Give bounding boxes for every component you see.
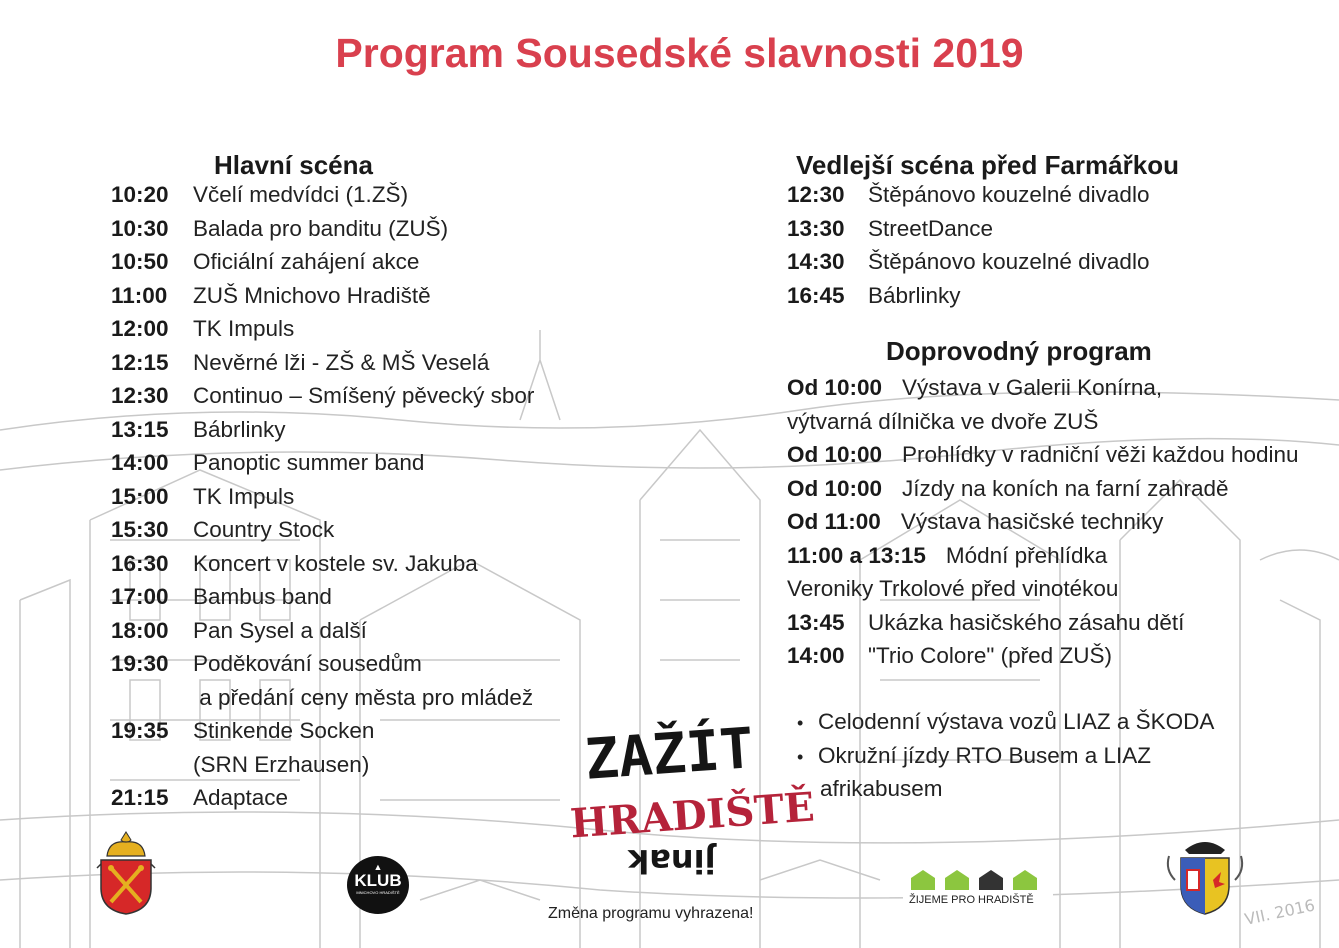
item-time: 14:00 <box>787 643 845 668</box>
item-act: Ukázka hasičského zásahu dětí <box>868 609 1185 635</box>
logo-line-hradiste: HRADIŠTĚ <box>568 783 816 848</box>
list-item <box>797 743 1214 777</box>
item-time: 12:15 <box>111 349 169 375</box>
item-act: Koncert v kostele sv. Jakuba <box>193 550 478 576</box>
list-item <box>111 316 534 350</box>
page-title: Program Sousedské slavnosti 2019 <box>335 30 1024 76</box>
item-act: "Trio Colore" (před ZUŠ) <box>868 643 1112 668</box>
list-item <box>787 476 1299 510</box>
klub-logo <box>347 856 409 914</box>
item-time: Od 11:00 <box>787 509 881 534</box>
list-item <box>787 375 1299 409</box>
list-item <box>111 584 534 618</box>
list-item <box>111 551 534 585</box>
bullet-cont-text: afrikabusem <box>820 776 943 801</box>
houses-icon <box>909 868 1039 892</box>
item-act: Balada pro banditu (ZUŠ) <box>193 215 449 241</box>
bullet-icon: • <box>797 713 804 733</box>
item-time: 15:30 <box>111 517 169 542</box>
list-item <box>111 417 534 451</box>
list-item <box>111 517 534 551</box>
list-item <box>111 718 534 752</box>
item-act: Country Stock <box>193 517 335 542</box>
list-item <box>111 651 534 685</box>
list-item <box>787 249 1149 283</box>
list-item <box>787 442 1299 476</box>
item-act: TK Impuls <box>193 483 295 509</box>
zijeme-logo-text: ŽIJEME PRO HRADIŠTĚ <box>909 894 1034 906</box>
item-cont-text: Veroniky Trkolové před vinotékou <box>787 576 1119 601</box>
item-time: 11:00 <box>111 282 168 308</box>
item-time: 19:35 <box>111 718 169 743</box>
item-act: ZUŠ Mnichovo Hradiště <box>193 282 431 308</box>
item-act: Stinkende Socken <box>193 718 375 743</box>
item-cont-text: a předání ceny města pro mládež <box>193 684 534 710</box>
zazit-hradiste-logo-line3 <box>628 842 716 880</box>
list-item <box>111 182 534 216</box>
list-item <box>787 283 1149 317</box>
program-change-note: Změna programu vyhrazena! <box>548 905 754 922</box>
logo-line-zazit: ZAŽÍT <box>582 716 756 793</box>
main-stage-list <box>111 182 534 819</box>
item-time: Od 10:00 <box>787 375 883 400</box>
item-time: 17:00 <box>111 584 169 609</box>
item-time: 12:00 <box>111 316 169 341</box>
item-act: Panoptic summer band <box>193 450 425 475</box>
item-act: Módní přehlídka <box>945 542 1108 568</box>
side-stage-heading: Vedlejší scéna před Farmářkou <box>796 150 1179 180</box>
klub-logo-text: KLUB <box>354 871 402 890</box>
item-time: 10:20 <box>111 182 169 207</box>
item-continuation <box>787 576 1299 610</box>
item-time: 14:00 <box>111 450 169 475</box>
item-act: Pan Sysel a další <box>193 617 367 643</box>
item-time: 15:00 <box>111 483 169 509</box>
item-act: Výstava hasičské techniky <box>900 509 1164 534</box>
item-time: 16:30 <box>111 550 169 576</box>
list-item <box>111 484 534 518</box>
item-act: StreetDance <box>868 215 994 241</box>
item-act: Nevěrné lži - ZŠ & MŠ Veselá <box>193 349 490 375</box>
item-time: 13:30 <box>787 215 845 241</box>
bullet-icon: • <box>797 746 804 767</box>
item-time: 10:30 <box>111 215 169 241</box>
item-continuation <box>111 752 534 786</box>
list-item <box>111 618 534 652</box>
item-act: Štěpánovo kouzelné divadlo <box>868 182 1150 207</box>
item-time: 12:30 <box>787 182 845 207</box>
list-item <box>787 643 1299 677</box>
item-act: Bábrlinky <box>193 416 286 442</box>
bullet-text: Celodenní výstava vozů LIAZ a ŠKODA <box>818 709 1215 734</box>
accompanying-list <box>787 375 1299 677</box>
list-item <box>787 543 1299 577</box>
item-act: Výstava v Galerii Konírna, <box>902 375 1163 400</box>
item-time: Od 10:00 <box>787 475 883 501</box>
klub-logo-subtext: MNICHOVO HRADIŠTĚ <box>356 890 400 895</box>
item-act: Prohlídky v radniční věži každou hodinu <box>902 442 1299 467</box>
list-item <box>787 182 1149 216</box>
item-time: 11:00 a 13:15 <box>787 542 926 568</box>
item-time: 16:45 <box>787 282 845 308</box>
item-time: 13:15 <box>111 416 169 442</box>
item-time: 21:15 <box>111 785 169 810</box>
item-act: TK Impuls <box>193 316 295 341</box>
parish-coat-of-arms-icon <box>95 830 157 916</box>
item-time: 19:30 <box>111 651 169 676</box>
list-item <box>111 350 534 384</box>
list-item <box>787 216 1149 250</box>
item-cont-text: výtvarná dílnička ve dvoře ZUŠ <box>787 408 1099 434</box>
item-continuation <box>111 685 534 719</box>
list-item <box>787 509 1299 543</box>
side-stage-list <box>787 182 1149 316</box>
item-act: Adaptace <box>193 785 289 810</box>
main-stage-heading: Hlavní scéna <box>214 150 373 180</box>
list-item <box>111 383 534 417</box>
item-act: Jízdy na koních na farní zahradě <box>902 475 1229 501</box>
sketch-signature: VII. 2016 <box>1242 895 1317 929</box>
item-act: Poděkování sousedům <box>193 651 422 676</box>
item-act: Včelí medvídci (1.ZŠ) <box>193 182 409 207</box>
list-item <box>111 216 534 250</box>
list-item <box>797 709 1214 743</box>
extra-program-bullets <box>797 709 1214 810</box>
item-act: Bábrlinky <box>868 282 961 308</box>
item-continuation <box>787 409 1299 443</box>
list-item <box>111 249 534 283</box>
item-time: 13:45 <box>787 609 845 635</box>
item-cont-text: (SRN Erzhausen) <box>193 751 370 777</box>
town-coat-of-arms-icon <box>1163 836 1247 916</box>
item-time: 10:50 <box>111 249 169 274</box>
house-icon: ▲ <box>373 862 383 872</box>
zijeme-pro-hradiste-logo <box>903 852 1053 912</box>
item-time: 14:30 <box>787 249 845 274</box>
zazit-hradiste-logo <box>582 716 756 793</box>
item-act: Štěpánovo kouzelné divadlo <box>868 249 1150 274</box>
list-item <box>111 785 534 819</box>
list-item <box>111 450 534 484</box>
logo-line-jinak: jinak <box>628 842 716 880</box>
item-time: Od 10:00 <box>787 442 883 467</box>
list-item <box>787 610 1299 644</box>
item-act: Bambus band <box>193 584 332 609</box>
zazit-hradiste-logo-line2 <box>568 783 816 848</box>
item-time: 18:00 <box>111 617 169 643</box>
item-time: 12:30 <box>111 383 169 408</box>
accompanying-heading: Doprovodný program <box>886 336 1152 366</box>
item-act: Continuo – Smíšený pěvecký sbor <box>193 383 535 408</box>
item-continuation <box>797 776 1214 810</box>
item-act: Oficiální zahájení akce <box>193 249 420 274</box>
list-item <box>111 283 534 317</box>
bullet-text: Okružní jízdy RTO Busem a LIAZ <box>818 742 1152 768</box>
